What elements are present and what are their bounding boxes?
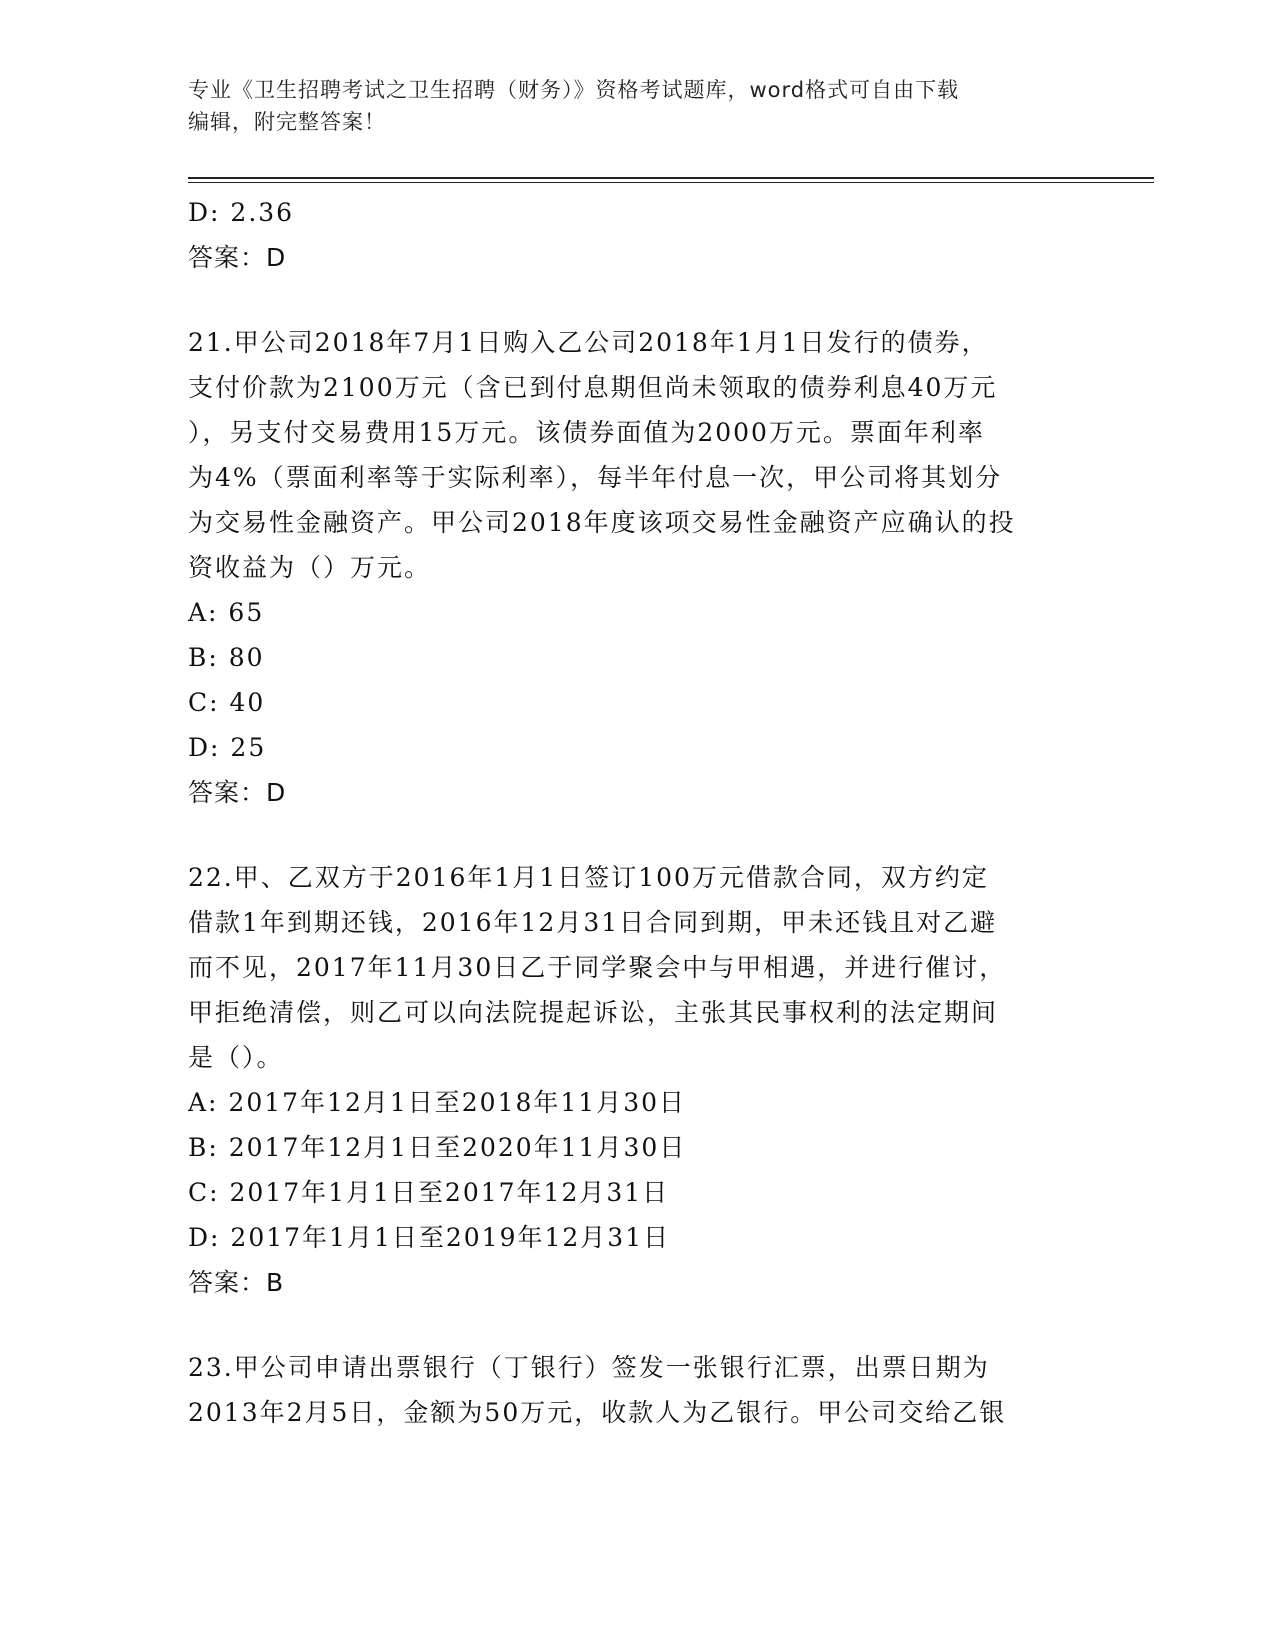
option-a: A: 65 [188,598,265,627]
question-stem-line: 22.甲、乙双方于2016年1月1日签订100万元借款合同，双方约定 [188,863,989,892]
document-body [188,190,1088,1435]
question-stem-line: 2013年2月5日，金额为50万元，收款人为乙银行。甲公司交给乙银 [188,1398,1007,1427]
question-stem-line: 为4%（票面利率等于实际利率），每半年付息一次，甲公司将其划分 [188,463,1003,492]
header-divider-thin [188,182,1154,183]
question-23 [188,1345,1088,1435]
option-d: D: 2017年1月1日至2019年12月31日 [188,1223,671,1252]
spacer [188,1305,1088,1345]
option-b: B: 80 [188,643,265,672]
option-a: A: 2017年12月1日至2018年11月30日 [188,1088,687,1117]
option-c: C: 40 [188,688,266,717]
question-stem-line: 21.甲公司2018年7月1日购入乙公司2018年1月1日发行的债券， [188,328,989,357]
question-stem-line: 资收益为（）万元。 [188,553,432,582]
spacer [188,280,1088,320]
question-stem-line: 借款1年到期还钱，2016年12月31日合同到期，甲未还钱且对乙避 [188,908,998,937]
option-d: D: 2.36 [188,198,295,227]
question-stem-line: 支付价款为2100万元（含已到付息期但尚未领取的债券利息40万元 [188,373,998,402]
question-22 [188,855,1088,1305]
header-line-1: 专业《卫生招聘考试之卫生招聘（财务）》资格考试题库，word格式可自由下载 [188,78,960,102]
answer-line: 答案：D [188,243,287,272]
option-b: B: 2017年12月1日至2020年11月30日 [188,1133,687,1162]
question-stem-line: 23.甲公司申请出票银行（丁银行）签发一张银行汇票，出票日期为 [188,1353,990,1382]
question-stem-line: 而不见，2017年11月30日乙于同学聚会中与甲相遇，并进行催讨， [188,953,1007,982]
answer-line: 答案：D [188,778,287,807]
spacer [188,815,1088,855]
question-stem-line: 是（）。 [188,1043,284,1072]
option-c: C: 2017年1月1日至2017年12月31日 [188,1178,670,1207]
header-divider [188,177,1154,179]
previous-question-tail [188,190,1088,280]
page-header [188,74,1088,138]
option-d: D: 25 [188,733,267,762]
question-stem-line: ），另支付交易费用15万元。该债券面值为2000万元。票面年利率 [188,418,985,447]
header-line-2: 编辑，附完整答案！ [188,110,386,134]
question-stem-line: 甲拒绝清偿，则乙可以向法院提起诉讼，主张其民事权利的法定期间 [188,998,999,1027]
question-21 [188,320,1088,815]
answer-line: 答案：B [188,1268,285,1297]
question-stem-line: 为交易性金融资产。甲公司2018年度该项交易性金融资产应确认的投 [188,508,1016,537]
